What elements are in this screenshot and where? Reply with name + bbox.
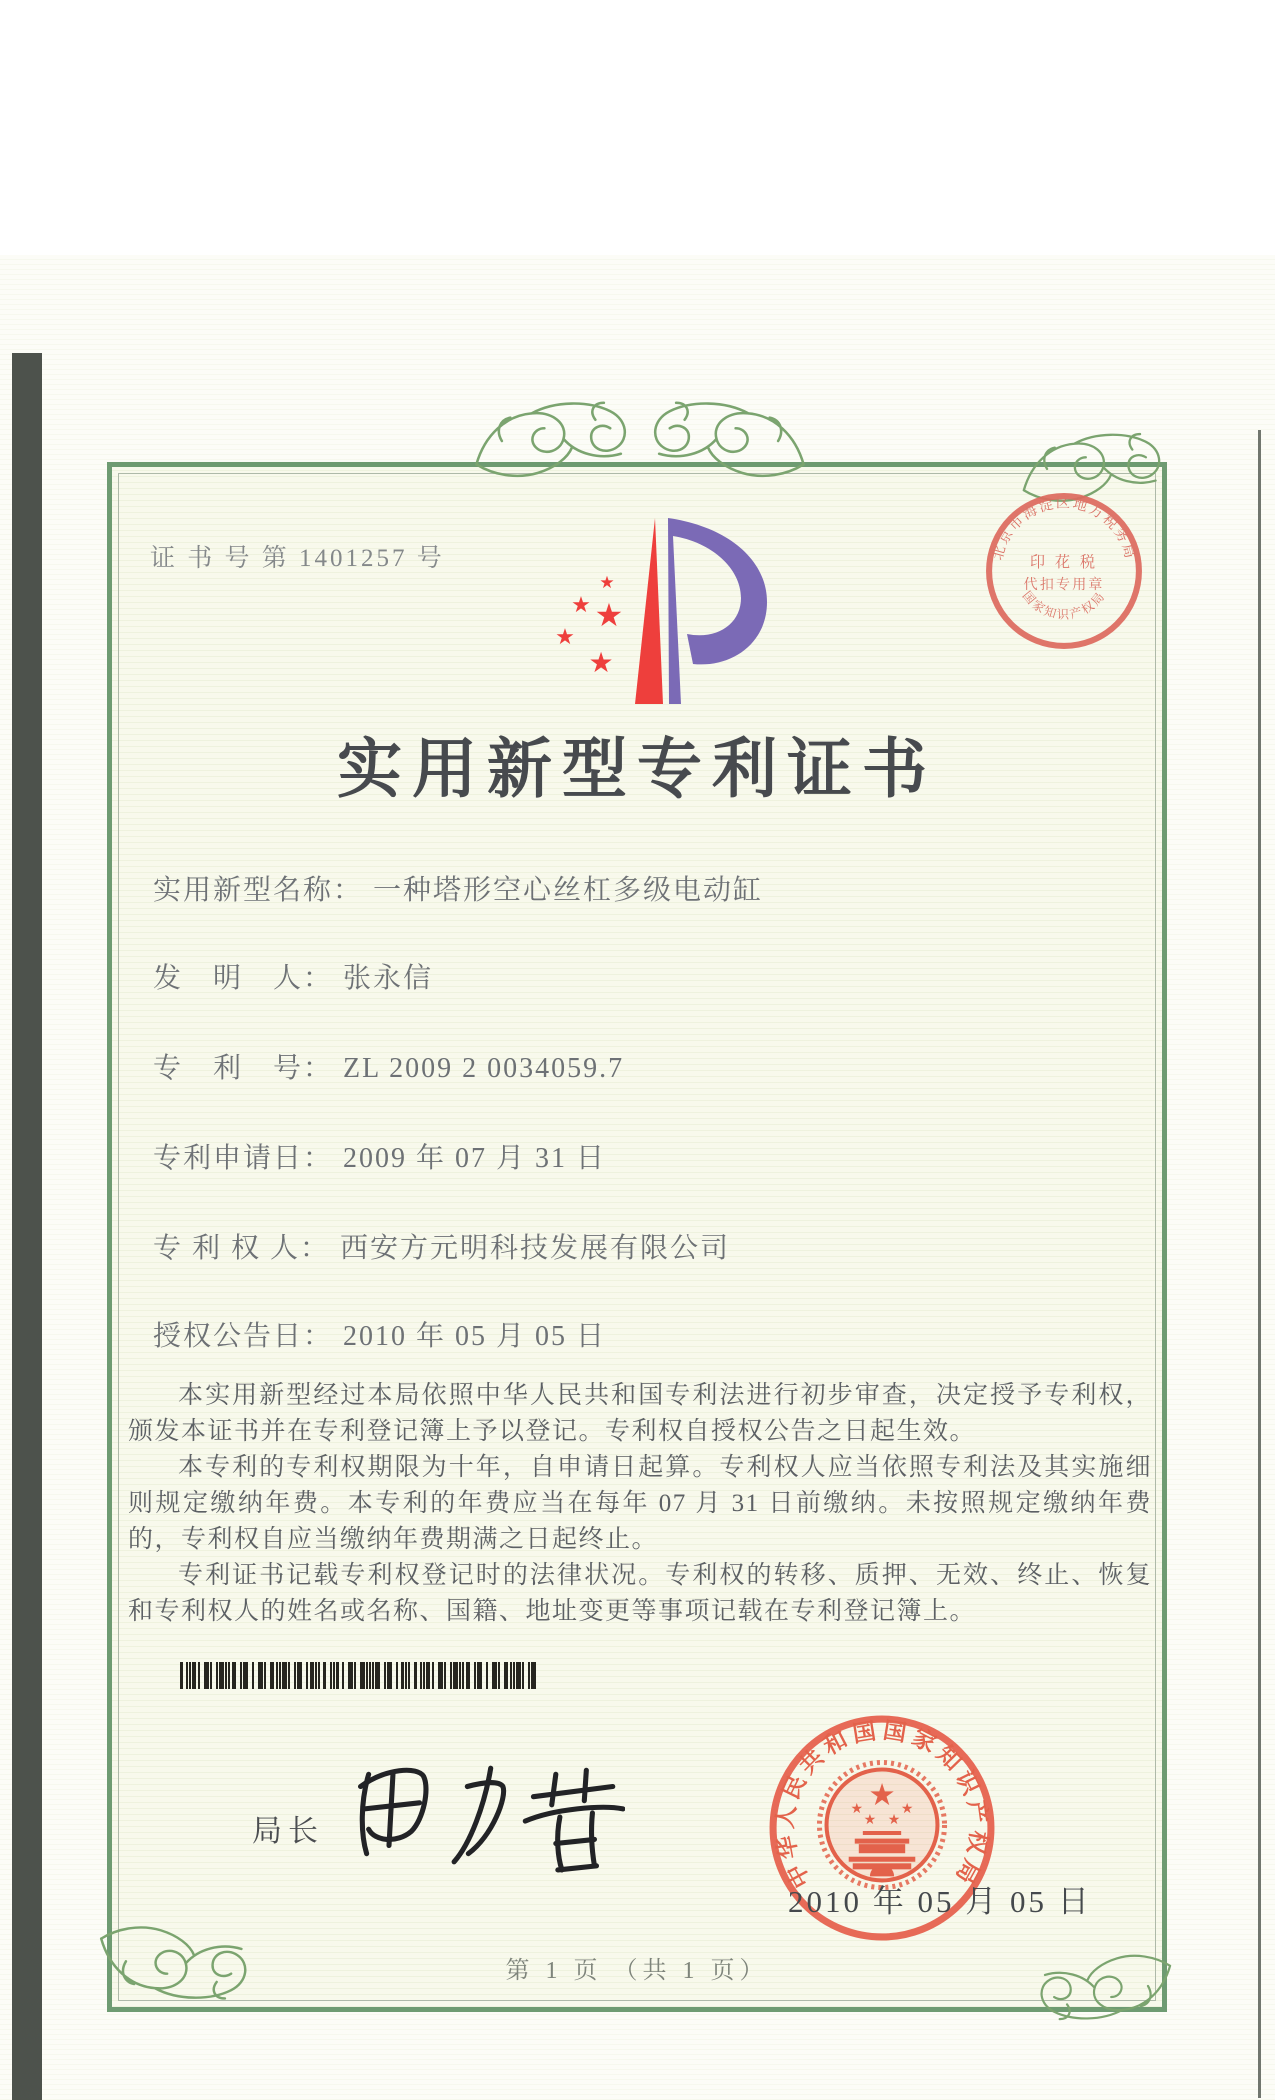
dragon-ornament-top-center bbox=[470, 398, 810, 484]
field-label: 专 利 号： bbox=[153, 1053, 334, 1084]
field-label: 发 明 人： bbox=[153, 963, 334, 994]
tax-stamp-center-line2: 代扣专用章 bbox=[1023, 577, 1105, 594]
national-emblem-icon bbox=[819, 1762, 944, 1887]
seal-date: 2010 年 05 月 05 日 bbox=[788, 1884, 1092, 1919]
field-value: 一种塔形空心丝杠多级电动缸 bbox=[373, 875, 764, 906]
field-value: 张永信 bbox=[343, 963, 434, 994]
field-value: 西安方元明科技发展有限公司 bbox=[340, 1233, 731, 1264]
svg-text:★: ★ bbox=[588, 648, 614, 679]
field-value: 2009 年 07 月 31 日 bbox=[343, 1143, 607, 1174]
seal-ring-text: 中华人民共和国国家知识产权局 bbox=[772, 1717, 992, 1892]
field-grant-date bbox=[153, 1314, 606, 1354]
page-edge-line bbox=[1258, 430, 1261, 2098]
field-label: 专 利 权 人： bbox=[153, 1233, 331, 1264]
field-label: 实用新型名称： bbox=[153, 875, 364, 906]
legal-text-block bbox=[128, 1378, 1152, 1630]
svg-text:★: ★ bbox=[571, 592, 591, 617]
tax-stamp-bottom-arc-text: 国家知识产权局 bbox=[1019, 588, 1109, 622]
scan-edge-strip bbox=[12, 353, 42, 2100]
field-label: 专利申请日： bbox=[153, 1143, 334, 1174]
field-patentee bbox=[153, 1226, 730, 1266]
svg-text:★: ★ bbox=[868, 1777, 896, 1812]
svg-text:★: ★ bbox=[863, 1811, 877, 1828]
svg-text:★: ★ bbox=[900, 1800, 914, 1817]
page-number: 第 1 页 （共 1 页） bbox=[505, 1958, 769, 1984]
svg-text:★: ★ bbox=[599, 573, 615, 592]
tax-stamp-top-arc-text: 北京市海淀区地方税务局 bbox=[989, 495, 1139, 562]
legal-paragraph-3: 专利证书记载专利权登记时的法律状况。专利权的转移、质押、无效、终止、恢复和专利权人的姓名或名称、国籍、地址变更等事项记载在专利登记簿上。 bbox=[128, 1562, 1152, 1625]
tax-stamp-seal bbox=[983, 490, 1145, 652]
director-signature bbox=[330, 1756, 625, 1908]
tax-stamp-center-line1: 印 花 税 bbox=[1029, 553, 1099, 571]
svg-text:★: ★ bbox=[887, 1811, 901, 1828]
svg-text:★: ★ bbox=[555, 624, 575, 649]
certificate-number: 证 书 号 第 1401257 号 bbox=[150, 545, 445, 572]
certificate-title: 实用新型专利证书 bbox=[336, 734, 937, 806]
field-value: ZL 2009 2 0034059.7 bbox=[343, 1053, 625, 1084]
svg-text:★: ★ bbox=[850, 1800, 864, 1817]
field-patent-number bbox=[153, 1046, 624, 1086]
svg-text:北京市海淀区地方税务局 bbox=[990, 495, 1138, 562]
director-title-label: 局长 bbox=[252, 1815, 324, 1848]
field-filing-date bbox=[153, 1136, 606, 1176]
svg-text:国家知识产权局 bbox=[1020, 589, 1109, 622]
field-label: 授权公告日： bbox=[153, 1321, 334, 1352]
legal-paragraph-1: 本实用新型经过本局依照中华人民共和国专利法进行初步审查，决定授予专利权，颁发本证书并在专利登记簿上予以登记。专利权自授权公告之日起生效。 bbox=[128, 1382, 1152, 1445]
legal-paragraph-2: 本专利的专利权期限为十年，自申请日起算。专利权人应当依照专利法及其实施细则规定缴纳年费。本专利的年费应当在每年 07 月 31 日前缴纳。未按照规定缴纳年费的，专利权自应当缴纳年费期满之日起终止。 bbox=[128, 1454, 1152, 1553]
svg-text:★: ★ bbox=[594, 597, 624, 633]
field-value: 2010 年 05 月 05 日 bbox=[343, 1321, 607, 1352]
barcode bbox=[180, 1662, 537, 1689]
field-inventor bbox=[153, 956, 433, 996]
field-utility-model-name bbox=[153, 868, 763, 908]
cnipa-patent-logo-icon bbox=[535, 516, 790, 708]
